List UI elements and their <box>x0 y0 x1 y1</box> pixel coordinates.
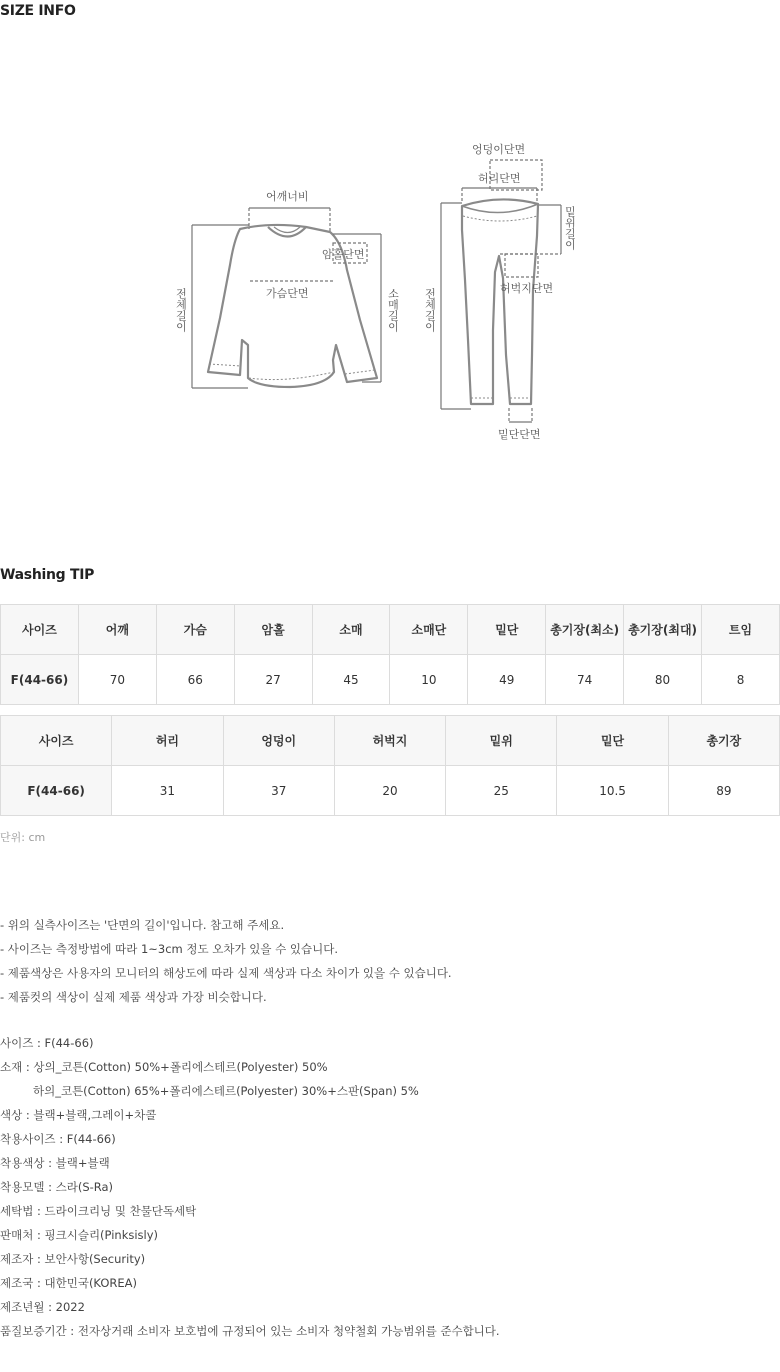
table-cell: 37 <box>223 766 334 816</box>
column-header: 엉덩이 <box>223 716 334 766</box>
note-item: - 제품색상은 사용자의 모니터의 해상도에 따라 실제 색상과 다소 차이가 있을 수 있습니다. <box>0 966 452 980</box>
table-cell: 70 <box>78 655 156 705</box>
size-diagram <box>0 120 780 460</box>
top-size-table <box>0 604 780 705</box>
table-row <box>1 766 780 816</box>
column-header: 총기장(최대) <box>624 605 702 655</box>
table-cell: 80 <box>624 655 702 705</box>
table-cell: 66 <box>156 655 234 705</box>
size-info-heading: SIZE INFO <box>0 3 76 19</box>
spec-model: 착용모델 : 스라(S-Ra) <box>0 1180 114 1194</box>
note-item: - 제품컷의 색상이 실제 제품 색상과 가장 비슷합니다. <box>0 990 267 1004</box>
table-header-row <box>1 605 780 655</box>
spec-country: 제조국 : 대한민국(KOREA) <box>0 1276 138 1290</box>
table-cell: F(44-66) <box>1 766 112 816</box>
label-sleeve: 소매길이 <box>386 288 400 332</box>
label-rise: 밑위길이 <box>563 206 577 250</box>
table-cell: F(44-66) <box>1 655 79 705</box>
table-cell: 45 <box>312 655 390 705</box>
washing-tip-heading: Washing TIP <box>0 567 95 583</box>
spec-warranty: 품질보증기간 : 전자상거래 소비자 보호법에 규정되어 있는 소비자 청약철회 가능범위를 준수합니다. <box>0 1324 500 1338</box>
note-item: - 위의 실측사이즈는 '단면의 길이'입니다. 참고해 주세요. <box>0 918 285 932</box>
column-header: 어깨 <box>78 605 156 655</box>
notes-list <box>0 916 452 1012</box>
spec-seller: 판매처 : 핑크시슬리(Pinksisly) <box>0 1228 159 1242</box>
column-header: 총기장(최소) <box>546 605 624 655</box>
table-cell: 8 <box>702 655 780 705</box>
column-header: 밑단 <box>557 716 668 766</box>
column-header: 허벅지 <box>334 716 445 766</box>
table-cell: 10 <box>390 655 468 705</box>
column-header: 사이즈 <box>1 605 79 655</box>
table-cell: 10.5 <box>557 766 668 816</box>
table-cell: 25 <box>446 766 557 816</box>
table-header-row <box>1 716 780 766</box>
spec-size: 사이즈 : F(44-66) <box>0 1036 94 1050</box>
spec-material-bottom: 하의_코튼(Cotton) 65%+폴리에스테르(Polyester) 30%+스판(Span) 5% <box>33 1084 419 1098</box>
bottom-garment-illustration <box>462 199 538 404</box>
spec-washing: 세탁법 : 드라이크리닝 및 찬물단독세탁 <box>0 1204 197 1218</box>
column-header: 가슴 <box>156 605 234 655</box>
product-specs <box>0 1034 500 1346</box>
unit-note: 단위: cm <box>0 831 46 844</box>
column-header: 허리 <box>112 716 223 766</box>
table-row <box>1 655 780 705</box>
column-header: 소매단 <box>390 605 468 655</box>
spec-year: 제조년월 : 2022 <box>0 1300 85 1314</box>
column-header: 밑위 <box>446 716 557 766</box>
column-header: 사이즈 <box>1 716 112 766</box>
table-cell: 74 <box>546 655 624 705</box>
label-bottom-total-length: 전체길이 <box>423 288 437 332</box>
bottom-size-table <box>0 715 780 816</box>
spec-worn-color: 착용색상 : 블랙+블랙 <box>0 1156 110 1170</box>
table-cell: 31 <box>112 766 223 816</box>
column-header: 암홀 <box>234 605 312 655</box>
label-shoulder: 어깨너비 <box>266 190 309 203</box>
label-hip: 엉덩이단면 <box>472 143 526 156</box>
table-cell: 20 <box>334 766 445 816</box>
column-header: 소매 <box>312 605 390 655</box>
label-chest: 가슴단면 <box>266 287 309 300</box>
table-cell: 27 <box>234 655 312 705</box>
column-header: 밑단 <box>468 605 546 655</box>
spec-material-top: 소재 : 상의_코튼(Cotton) 50%+폴리에스테르(Polyester) 50% <box>0 1060 328 1074</box>
spec-maker: 제조자 : 보안사항(Security) <box>0 1252 146 1266</box>
label-thigh: 허벅지단면 <box>500 282 554 295</box>
label-armhole: 암홀단면 <box>322 248 365 261</box>
table-cell: 49 <box>468 655 546 705</box>
label-top-total-length: 전체길이 <box>174 288 188 332</box>
note-item: - 사이즈는 측정방법에 따라 1~3cm 정도 오차가 있을 수 있습니다. <box>0 942 339 956</box>
table-cell: 89 <box>668 766 779 816</box>
label-waist: 허리단면 <box>478 172 521 185</box>
label-hem: 밑단단면 <box>498 428 541 441</box>
spec-worn-size: 착용사이즈 : F(44-66) <box>0 1132 116 1146</box>
column-header: 트임 <box>702 605 780 655</box>
column-header: 총기장 <box>668 716 779 766</box>
spec-color: 색상 : 블랙+블랙,그레이+차콜 <box>0 1108 157 1122</box>
